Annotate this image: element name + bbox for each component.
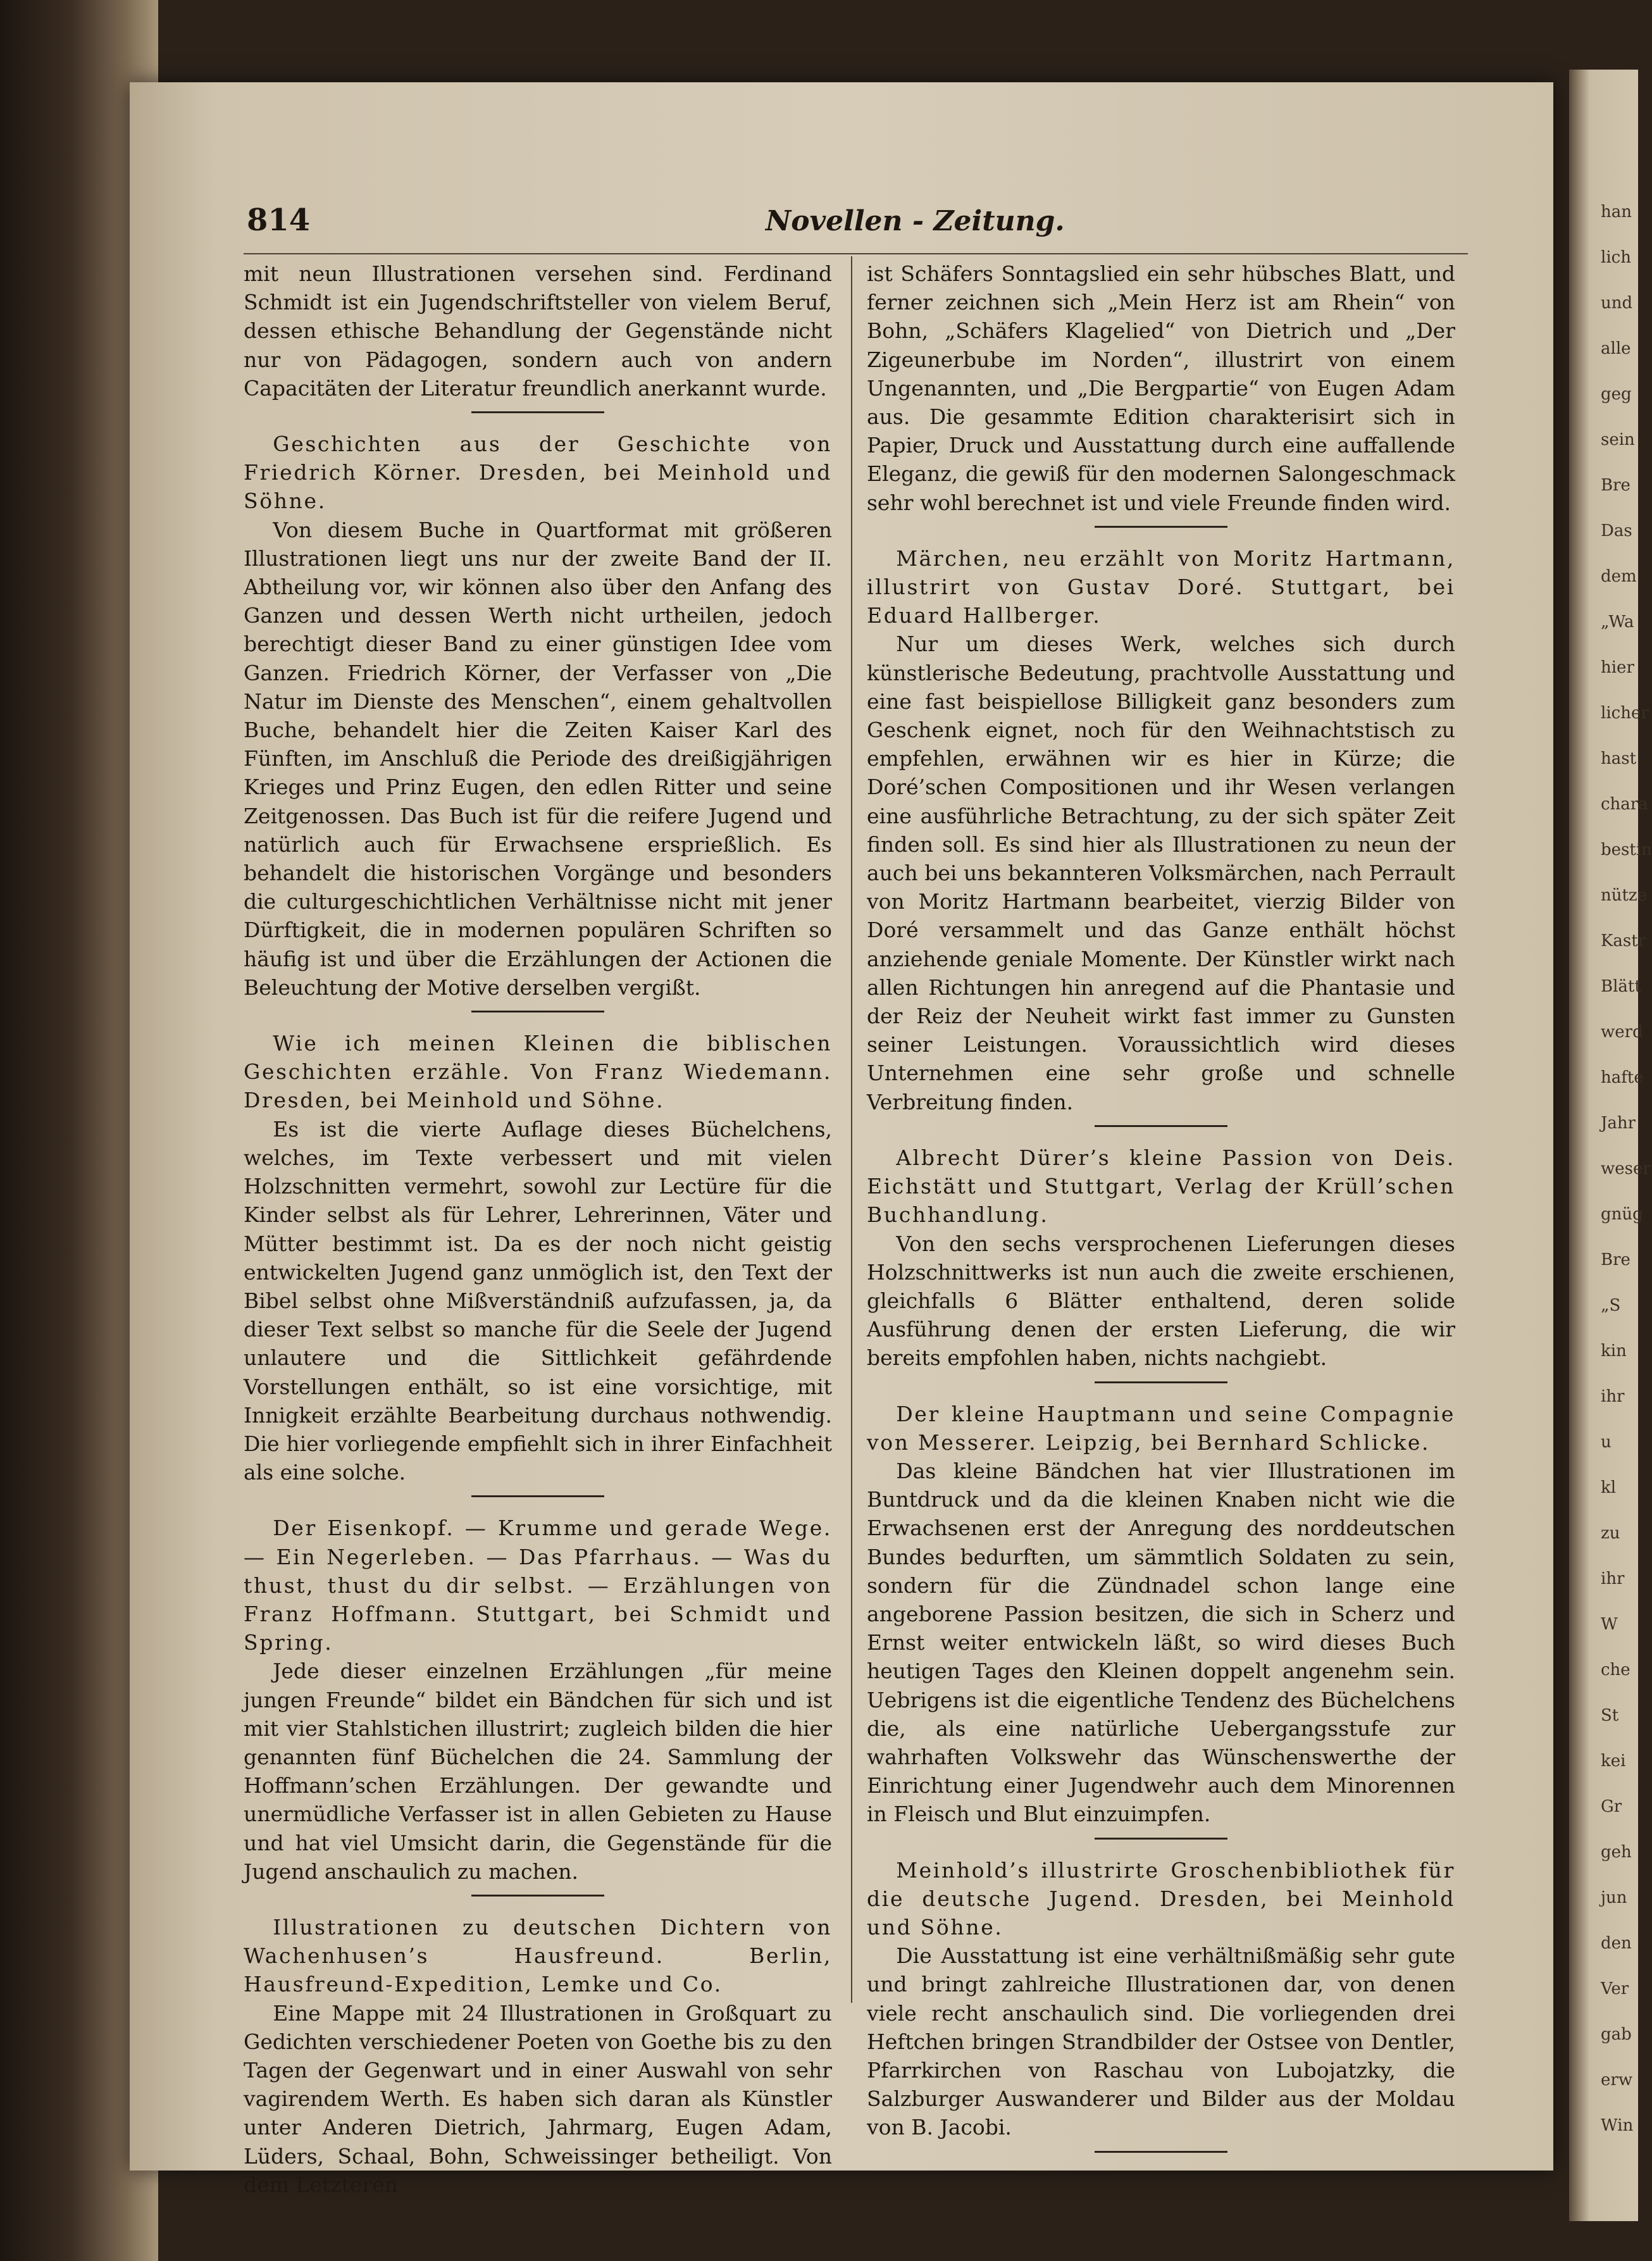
next-page-fragment: St xyxy=(1601,1706,1619,1725)
next-page-fragment: jun xyxy=(1601,1888,1627,1907)
next-page-fragment: alle xyxy=(1601,339,1631,358)
next-page-fragment: Das xyxy=(1601,521,1632,540)
review-body: Von diesem Buche in Quartformat mit größeren Illustrationen liegt uns nur der zweite Band der II. Abtheilung vor, wir können also über den Anfang des Ganzen und dessen Werth nicht urtheilen, jedoch berechtigt dieser Band zu einer günstigen Idee vom Ganzen. Friedrich Körner, der Verfasser von „Die Natur im Dienste des Menschen“, einem gehaltvollen Buche, behandelt hier die Zeiten Kaiser Karl des Fünften, im Anschluß die Periode des dreißigjährigen Krieges und Prinz Eugen, den edlen Ritter und seine Zeitgenossen. Das Buch ist für die reifere Jugend und natürlich auch für Erwachsene ersprießlich. Es behandelt die historischen Vorgänge und besonders die culturgeschichtlichen Verhältnisse nicht mit jener Dürftigkeit, die in modernen populären Schriften so häufig ist und über die Erzählungen der Actionen die Beleuchtung der Motive derselben vergißt. xyxy=(244,517,832,1000)
next-page-fragment: nütze xyxy=(1601,886,1648,905)
page-number: 814 xyxy=(247,202,311,238)
review-title: Geschichten aus der Geschichte von Friedrich Körner. Dresden, bei Meinhold und Söhne. xyxy=(244,432,832,514)
next-page-fragment: bestin xyxy=(1601,840,1652,859)
next-page-fragment: Gr xyxy=(1601,1797,1622,1816)
review-title: Illustrationen zu deutschen Dichtern von Wachenhusen’s Hausfreund. Berlin, Hausfreund-Expedition, Lemke und Co. xyxy=(244,1914,832,1997)
review-body: Eine Mappe mit 24 Illustrationen in Großquart zu Gedichten verschiedener Poeten von Goethe bis zu den Tagen der Gegenwart und in einer Auswahl von sehr vagirendem Werth. Es haben sich daran als Künstler unter Anderen Dietrich, Jahrmarg, Eugen Adam, Lüders, Schaal, Bohn, Schweissinger betheiligt. Von dem Letzteren xyxy=(244,2000,832,2197)
next-page-fragment: und xyxy=(1601,294,1633,313)
continuation-text: mit neun Illustrationen versehen sind. Ferdinand Schmidt ist ein Jugendschriftsteller von vielem Beruf, dessen ethische Behandlung der Gegenstände nicht nur von Pädagogen, sondern auch von andern Capacitäten der Literatur freundlich anerkannt wurde. xyxy=(244,261,832,401)
divider xyxy=(1095,1125,1227,1127)
next-page-fragment: den xyxy=(1601,1934,1632,1953)
next-page-fragment: zu xyxy=(1601,1524,1620,1543)
next-page-fragment: Blätt xyxy=(1601,977,1641,996)
review-title: Der Eisenkopf. — Krumme und gerade Wege. — Ein Negerleben. — Das Pfarrhaus. — Was du thust, thust du dir selbst. — Erzählungen von Franz Hoffmann. Stuttgart, bei Schmidt und Spring. xyxy=(244,1516,832,1655)
next-page-fragment: kei xyxy=(1601,1752,1626,1771)
next-page-fragment: che xyxy=(1601,1660,1630,1679)
next-page-fragment: Win xyxy=(1601,2116,1634,2135)
next-page-fragment: „Wa xyxy=(1601,613,1634,632)
left-column xyxy=(244,259,832,2199)
review-body: Von den sechs versprochenen Lieferungen dieses Holzschnittwerks ist nun auch die zweite erschienen, gleichfalls 6 Blätter enthaltend, deren solide Ausführung denen der ersten Lieferung, die wir bereits empfohlen haben, nichts nachgiebt. xyxy=(867,1231,1455,1371)
review-body: Nur um dieses Werk, welches sich durch künstlerische Bedeutung, prachtvolle Ausstattung und eine fast beispiellose Billigkeit ganz besonders zum Geschenk eignet, noch für den Weihnachtstisch zu empfehlen, erwähnen wir es hier in Kürze; die Doré’schen Compositionen und ihr Wesen verlangen eine ausführliche Betrachtung, zu der sich später Zeit finden soll. Es sind hier als Illustrationen zu neun der auch bei uns bekannteren Volksmärchen, nach Perrault von Moritz Hartmann bearbeitet, vierzig Bilder von Doré versammelt und das Ganze enthält höchst anziehende geniale Momente. Der Künstler wirkt nach allen Richtungen hin anregend auf die Phantasie und der Reiz der Neuheit wirkt fast immer zu Gunsten seiner Leistungen. Voraussichtlich wird dieses Unternehmen eine sehr große und schnelle Verbreitung finden. xyxy=(867,632,1455,1114)
next-page-fragment: Bre xyxy=(1601,1250,1630,1269)
next-page-fragment: sein xyxy=(1601,430,1635,449)
review-title: Meinhold’s illustrirte Groschenbibliothek für die deutsche Jugend. Dresden, bei Meinhold und Söhne. xyxy=(867,1857,1455,1940)
continuation-text: ist Schäfers Sonntagslied ein sehr hübsches Blatt, und ferner zeichnen sich „Mein Herz ist am Rhein“ von Bohn, „Schäfers Klagelied“ von Dietrich und „Der Zigeunerbube im Norden“, illustrirt von einem Ungenannten, und „Die Bergpartie“ von Eugen Adam aus. Die gesammte Edition charakterisirt sich in Papier, Druck und Ausstattung durch eine auffallende Eleganz, die gewiß für den modernen Salongeschmack sehr wohl berechnet ist und viele Freunde finden wird. xyxy=(867,261,1455,515)
divider xyxy=(1095,2151,1227,2153)
next-page-fragment: W xyxy=(1601,1615,1618,1634)
review-body: Jede dieser einzelnen Erzählungen „für meine jungen Freunde“ bildet ein Bändchen für sich und ist mit vier Stahlstichen illustrirt; zugleich bilden die hier genannten fünf Büchelchen die 24. Sammlung der Hoffmann’schen Erzählungen. Der gewandte und unermüdliche Verfasser ist in allen Gebieten zu Hause und hat viel Umsicht darin, die Gegenstände für die Jugend anschaulich zu machen. xyxy=(244,1659,832,1884)
next-page-fragment: kin xyxy=(1601,1342,1627,1361)
divider xyxy=(1095,1838,1227,1840)
next-page-fragment: Kastr xyxy=(1601,931,1646,950)
next-page-fragment: licher xyxy=(1601,704,1649,723)
divider xyxy=(471,1495,604,1497)
next-page-fragment: geh xyxy=(1601,1843,1632,1862)
next-page-fragment: hier xyxy=(1601,658,1634,677)
next-page-fragment: weser xyxy=(1601,1159,1651,1178)
divider xyxy=(471,1895,604,1897)
next-page-fragment: werd xyxy=(1601,1023,1643,1042)
review-body: Das kleine Bändchen hat vier Illustrationen im Buntdruck und da die kleinen Knaben nicht wie die Erwachsenen erst der Anregung des norddeutschen Bundes bedurften, um sämmtlich Soldaten zu sein, sondern für die Zündnadel schon lange eine angeborene Passion besitzen, die sich in Scherz und Ernst weiter entwickeln läßt, so wird dieses Buch heutigen Tages den Kleinen doppelt angenehm sein. Uebrigens ist die eigentliche Tendenz des Büchelchens die, als eine natürliche Uebergangsstufe zur wahrhaften Volkswehr das Wünschenswerthe der Einrichtung einer Jugendwehr auch dem Minorennen in Fleisch und Blut einzuimpfen. xyxy=(867,1458,1455,1827)
review-title: Märchen, neu erzählt von Moritz Hartmann, illustrirt von Gustav Doré. Stuttgart, bei Eduard Hallberger. xyxy=(867,545,1455,628)
divider xyxy=(1095,1381,1227,1383)
divider xyxy=(471,1011,604,1012)
review-title: Der kleine Hauptmann und seine Compagnie von Messerer. Leipzig, bei Bernhard Schlicke. xyxy=(867,1401,1455,1455)
next-page-fragment: gab xyxy=(1601,2025,1632,2044)
divider xyxy=(1095,526,1227,528)
next-page-fragment: Bre xyxy=(1601,476,1630,495)
next-page-fragment: u xyxy=(1601,1433,1612,1452)
running-title: Novellen - Zeitung. xyxy=(766,205,1065,237)
next-page-fragment: hast xyxy=(1601,749,1637,768)
next-page-fragment: kl xyxy=(1601,1478,1617,1497)
page-header xyxy=(247,202,1468,247)
next-page-fragment: geg xyxy=(1601,385,1632,404)
next-page-fragment: chara xyxy=(1601,795,1648,814)
column-rule xyxy=(851,256,852,2003)
divider xyxy=(471,411,604,413)
next-page-fragment: hafte xyxy=(1601,1068,1644,1087)
next-page-edge xyxy=(1569,70,1652,2221)
next-page-fragment: han xyxy=(1601,202,1632,221)
next-page-fragment: „S xyxy=(1601,1296,1621,1315)
header-rule xyxy=(244,253,1468,254)
next-page-fragment: dem xyxy=(1601,567,1637,586)
review-body: Die Ausstattung ist eine verhältnißmäßig sehr gute und bringt zahlreiche Illustrationen dar, von denen viele recht anschaulich sind. Die vorliegenden drei Heftchen bringen Strandbilder der Ostsee von Dentler, Pfarrkirchen von Raschau von Lubojatzky, die Salzburger Auswanderer und Bilder aus der Moldau von B. Jacobi. xyxy=(867,1943,1455,2140)
next-page-fragment: Ver xyxy=(1601,1979,1629,1998)
next-page-fragment: ihr xyxy=(1601,1569,1625,1588)
next-page-fragment: Jahr xyxy=(1601,1114,1636,1133)
review-title: Wie ich meinen Kleinen die biblischen Geschichten erzähle. Von Franz Wiedemann. Dresden, bei Meinhold und Söhne. xyxy=(244,1031,832,1113)
review-title: Albrecht Dürer’s kleine Passion von Deis. Eichstätt und Stuttgart, Verlag der Krüll’schen Buchhandlung. xyxy=(867,1145,1455,1228)
next-page-fragment: ihr xyxy=(1601,1387,1625,1406)
right-column xyxy=(867,259,1455,2169)
next-page-fragment: erw xyxy=(1601,2071,1633,2090)
next-page-fragment: lich xyxy=(1601,248,1631,267)
review-body: Es ist die vierte Auflage dieses Büchelchens, welches, im Texte verbessert und mit vielen Holzschnitten vermehrt, sowohl zur Lectüre für die Kinder selbst als für Lehrer, Lehrerinnen, Väter und Mütter bestimmt ist. Da es der noch nicht geistig entwickelten Jugend ganz unmöglich ist, den Text der Bibel selbst ohne Mißverständniß aufzufassen, ja, da dieser Text selbst so manche für die Seele der Jugend unlautere und die Sittlichkeit gefährdende Vorstellungen enthält, so ist eine vorsichtige, mit Innigkeit erzählte Bearbeitung durchaus nothwendig. Die hier vorliegende empfiehlt sich in ihrer Einfachheit als eine solche. xyxy=(244,1116,832,1485)
next-page-fragment: gnüg xyxy=(1601,1205,1643,1224)
